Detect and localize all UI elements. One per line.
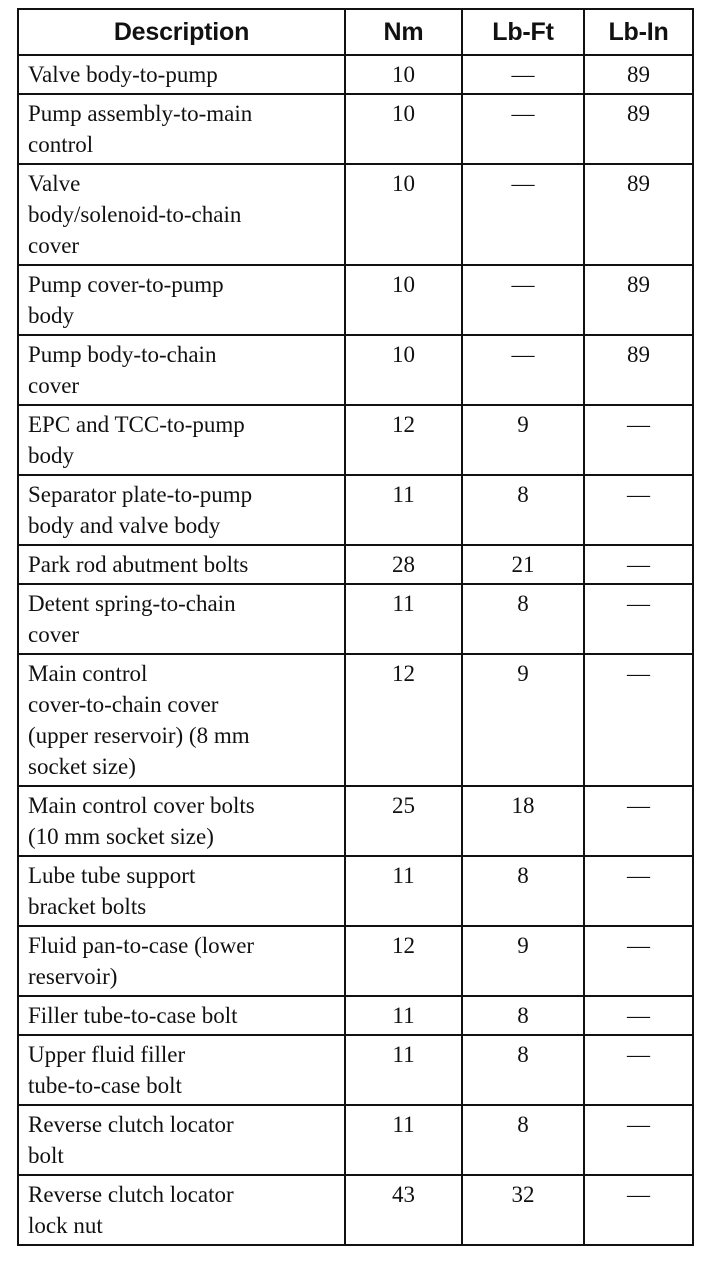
table-row bbox=[18, 584, 693, 654]
description-cell bbox=[18, 856, 345, 926]
lb-in-cell: — bbox=[584, 584, 693, 654]
description-line: Reverse clutch locator bbox=[28, 1182, 234, 1207]
description-line: body bbox=[28, 303, 74, 328]
lb-in-cell: — bbox=[584, 405, 693, 475]
description-line: control bbox=[28, 132, 94, 157]
table-row bbox=[18, 1105, 693, 1175]
table-row bbox=[18, 475, 693, 545]
table-row bbox=[18, 164, 693, 265]
lb-ft-cell: 9 bbox=[462, 654, 584, 786]
lb-ft-cell: 32 bbox=[462, 1175, 584, 1245]
description-cell bbox=[18, 654, 345, 786]
description-line: EPC and TCC-to-pump bbox=[28, 412, 245, 437]
nm-cell: 12 bbox=[345, 405, 462, 475]
nm-cell: 11 bbox=[345, 475, 462, 545]
description-line: bracket bolts bbox=[28, 894, 147, 919]
nm-cell: 10 bbox=[345, 94, 462, 164]
lb-in-cell: — bbox=[584, 1105, 693, 1175]
description-cell bbox=[18, 1035, 345, 1105]
lb-ft-cell: 21 bbox=[462, 545, 584, 584]
table-header bbox=[18, 9, 693, 55]
lb-in-cell: 89 bbox=[584, 55, 693, 94]
lb-in-cell: — bbox=[584, 856, 693, 926]
nm-cell: 12 bbox=[345, 654, 462, 786]
description-line: Main control bbox=[28, 661, 148, 686]
nm-cell: 43 bbox=[345, 1175, 462, 1245]
lb-in-cell: — bbox=[584, 1175, 693, 1245]
nm-cell: 11 bbox=[345, 996, 462, 1035]
description-line: Detent spring-to-chain bbox=[28, 591, 236, 616]
description-cell bbox=[18, 786, 345, 856]
description-cell bbox=[18, 164, 345, 265]
table-row bbox=[18, 55, 693, 94]
description-line: reservoir) bbox=[28, 964, 118, 989]
lb-ft-cell: 8 bbox=[462, 1035, 584, 1105]
description-cell bbox=[18, 584, 345, 654]
nm-cell: 28 bbox=[345, 545, 462, 584]
lb-ft-cell: — bbox=[462, 55, 584, 94]
description-cell bbox=[18, 55, 345, 94]
lb-ft-cell: — bbox=[462, 335, 584, 405]
header-nm: Nm bbox=[345, 9, 462, 55]
table-body bbox=[18, 55, 693, 1245]
lb-ft-cell: 8 bbox=[462, 996, 584, 1035]
description-line: cover bbox=[28, 233, 80, 258]
lb-in-cell: — bbox=[584, 926, 693, 996]
lb-in-cell: — bbox=[584, 545, 693, 584]
lb-in-cell: — bbox=[584, 786, 693, 856]
nm-cell: 11 bbox=[345, 584, 462, 654]
description-cell bbox=[18, 265, 345, 335]
description-line: Filler tube-to-case bolt bbox=[28, 1003, 238, 1028]
lb-ft-cell: — bbox=[462, 265, 584, 335]
description-line: Valve body-to-pump bbox=[28, 62, 218, 87]
description-line: Pump cover-to-pump bbox=[28, 272, 224, 297]
lb-in-cell: — bbox=[584, 475, 693, 545]
description-line: body/solenoid-to-chain bbox=[28, 202, 242, 227]
lb-ft-cell: 9 bbox=[462, 405, 584, 475]
description-line: cover bbox=[28, 622, 80, 647]
description-cell bbox=[18, 335, 345, 405]
table-row bbox=[18, 856, 693, 926]
description-cell bbox=[18, 1175, 345, 1245]
nm-cell: 11 bbox=[345, 1035, 462, 1105]
nm-cell: 11 bbox=[345, 1105, 462, 1175]
nm-cell: 10 bbox=[345, 55, 462, 94]
description-cell bbox=[18, 1105, 345, 1175]
description-line: Lube tube support bbox=[28, 863, 196, 888]
lb-in-cell: 89 bbox=[584, 265, 693, 335]
description-line: socket size) bbox=[28, 754, 136, 779]
lb-ft-cell: 8 bbox=[462, 475, 584, 545]
lb-ft-cell: — bbox=[462, 94, 584, 164]
description-cell bbox=[18, 405, 345, 475]
description-cell bbox=[18, 475, 345, 545]
table-row bbox=[18, 1175, 693, 1245]
torque-spec-table bbox=[17, 8, 694, 1246]
table-row bbox=[18, 786, 693, 856]
description-cell bbox=[18, 996, 345, 1035]
description-line: Valve bbox=[28, 171, 81, 196]
nm-cell: 10 bbox=[345, 265, 462, 335]
lb-in-cell: 89 bbox=[584, 335, 693, 405]
nm-cell: 10 bbox=[345, 335, 462, 405]
lb-in-cell: 89 bbox=[584, 164, 693, 265]
table-row bbox=[18, 1035, 693, 1105]
description-line: Upper fluid filler bbox=[28, 1042, 186, 1067]
table-row bbox=[18, 654, 693, 786]
table-row bbox=[18, 265, 693, 335]
table-row bbox=[18, 405, 693, 475]
table-row bbox=[18, 926, 693, 996]
nm-cell: 25 bbox=[345, 786, 462, 856]
lb-in-cell: — bbox=[584, 996, 693, 1035]
description-line: (upper reservoir) (8 mm bbox=[28, 723, 250, 748]
lb-ft-cell: 8 bbox=[462, 856, 584, 926]
description-line: cover-to-chain cover bbox=[28, 692, 219, 717]
description-line: Pump assembly-to-main bbox=[28, 101, 253, 126]
description-line: lock nut bbox=[28, 1213, 103, 1238]
nm-cell: 10 bbox=[345, 164, 462, 265]
lb-in-cell: 89 bbox=[584, 94, 693, 164]
description-line: body and valve body bbox=[28, 513, 221, 538]
header-description: Description bbox=[18, 9, 345, 55]
table-row bbox=[18, 94, 693, 164]
description-line: Separator plate-to-pump bbox=[28, 482, 253, 507]
lb-ft-cell: 18 bbox=[462, 786, 584, 856]
nm-cell: 12 bbox=[345, 926, 462, 996]
table-row bbox=[18, 335, 693, 405]
header-row bbox=[18, 9, 693, 55]
lb-ft-cell: — bbox=[462, 164, 584, 265]
description-line: Pump body-to-chain bbox=[28, 342, 217, 367]
table-row bbox=[18, 545, 693, 584]
description-cell bbox=[18, 926, 345, 996]
lb-in-cell: — bbox=[584, 654, 693, 786]
header-lb-ft: Lb-Ft bbox=[462, 9, 584, 55]
description-line: (10 mm socket size) bbox=[28, 824, 214, 849]
header-lb-in: Lb-In bbox=[584, 9, 693, 55]
description-line: cover bbox=[28, 373, 80, 398]
table-row bbox=[18, 996, 693, 1035]
lb-ft-cell: 9 bbox=[462, 926, 584, 996]
description-line: body bbox=[28, 443, 74, 468]
lb-in-cell: — bbox=[584, 1035, 693, 1105]
description-cell bbox=[18, 545, 345, 584]
description-line: Fluid pan-to-case (lower bbox=[28, 933, 255, 958]
description-line: Main control cover bolts bbox=[28, 793, 255, 818]
nm-cell: 11 bbox=[345, 856, 462, 926]
description-line: Park rod abutment bolts bbox=[28, 552, 249, 577]
lb-ft-cell: 8 bbox=[462, 1105, 584, 1175]
lb-ft-cell: 8 bbox=[462, 584, 584, 654]
description-line: bolt bbox=[28, 1143, 64, 1168]
description-line: tube-to-case bolt bbox=[28, 1073, 182, 1098]
description-line: Reverse clutch locator bbox=[28, 1112, 234, 1137]
description-cell bbox=[18, 94, 345, 164]
